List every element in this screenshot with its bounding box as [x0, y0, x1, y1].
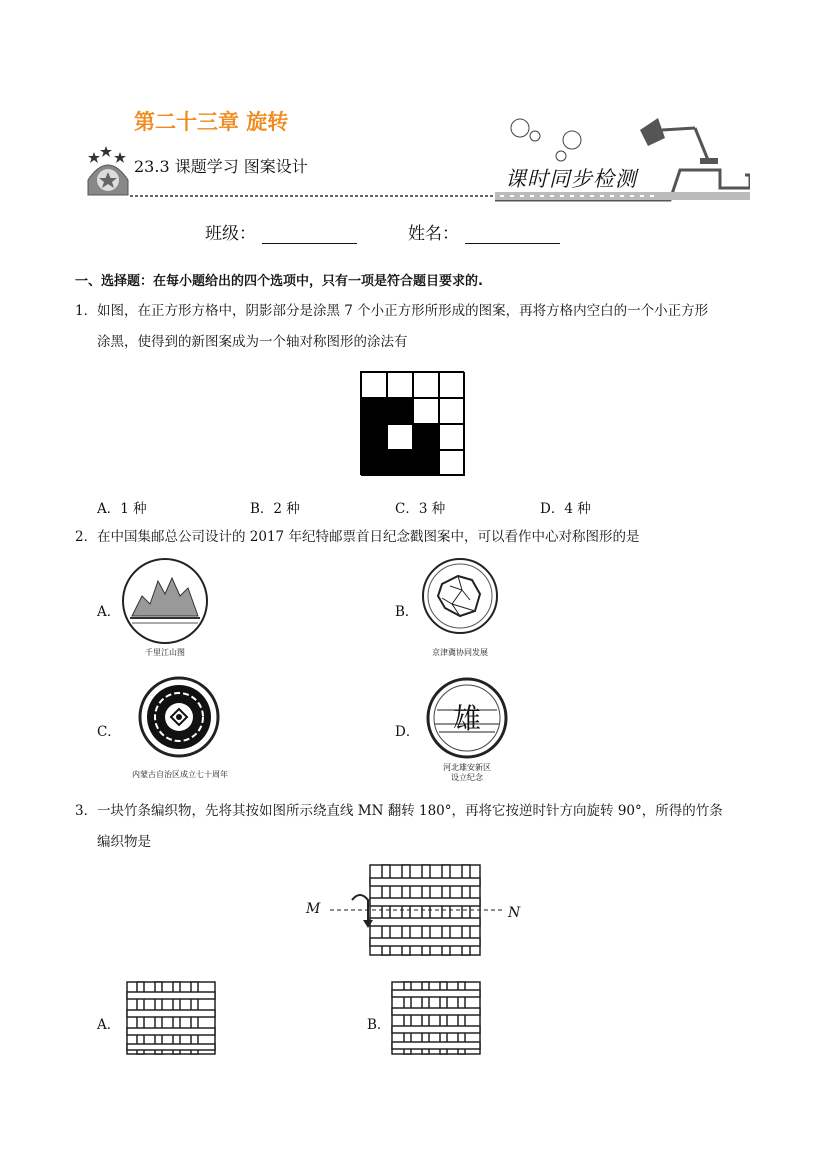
class-field[interactable] [205, 219, 357, 244]
grid-cell-r0-c3 [439, 372, 465, 398]
grid-cell-r1-c0 [361, 398, 387, 424]
q2-option-c-caption: 内蒙古自治区成立七十周年 [132, 770, 228, 779]
q3-option-a-label[interactable]: A． [97, 1017, 121, 1033]
lesson-title: 23.3 课题学习 图案设计 [134, 157, 308, 176]
header-slogan: 课时同步检测 [505, 167, 637, 191]
name-field[interactable] [408, 219, 560, 244]
q3-line1: 一块竹条编织物，先将其按如图所示绕直线 MN 翻转 180°，再将它按逆时针方向旋转 90°，所得的竹条 [97, 803, 723, 819]
grid-cell-r0-c0 [361, 372, 387, 398]
flip-arrow-icon [352, 895, 368, 920]
grid-cell-r2-c2 [413, 424, 439, 450]
grid-cell-r3-c0 [361, 450, 387, 476]
q2-option-a-caption: 千里江山图 [145, 648, 185, 657]
q1-line1: 如图，在正方形方格中，阴影部分是涂黑 7 个小正方形所形成的图案，再将方格内空白的一个小正方形 [97, 303, 709, 319]
q1-square-grid [360, 371, 464, 475]
grid-cell-r3-c2 [413, 450, 439, 476]
q2-option-b-caption: 京津冀协同发展 [432, 648, 488, 657]
q3-option-a-weave-icon[interactable] [125, 978, 217, 1058]
q2-option-c-label[interactable]: C． [97, 724, 121, 740]
q1-option-b[interactable]: B．2 种 [250, 501, 300, 517]
q3-label-n: N [508, 905, 521, 921]
q2-option-d-label[interactable]: D． [395, 724, 420, 740]
q2-option-b-label[interactable]: B． [395, 604, 419, 620]
q2-option-d-caption-line2: 设立纪念 [451, 773, 483, 782]
q1-option-a[interactable]: A．1 种 [97, 501, 147, 517]
q2-option-d-stamp-icon[interactable] [425, 676, 509, 760]
q3-label-m: M [306, 901, 321, 917]
q2-option-b-stamp-icon[interactable] [420, 556, 500, 636]
name-blank[interactable] [465, 227, 560, 244]
q3-weave-figure [330, 860, 530, 960]
grid-cell-r2-c1 [387, 424, 413, 450]
grid-cell-r1-c3 [439, 398, 465, 424]
q2-option-a-label[interactable]: A． [97, 604, 121, 620]
star-badge-icon [88, 146, 128, 195]
q2-option-a-stamp-icon[interactable] [120, 556, 210, 646]
section-title: 一、选择题：在每小题给出的四个选项中，只有一项是符合题目要求的. [75, 274, 483, 289]
grid-cell-r0-c1 [387, 372, 413, 398]
q3-number: 3． [75, 803, 98, 819]
grid-cell-r2-c0 [361, 424, 387, 450]
q3-option-b-label[interactable]: B． [367, 1017, 391, 1033]
q1-option-d[interactable]: D．4 种 [540, 501, 591, 517]
q1-option-c[interactable]: C．3 种 [395, 501, 446, 517]
class-blank[interactable] [262, 227, 357, 244]
name-label: 姓名： [408, 224, 459, 244]
desk-lamp-icon [640, 118, 718, 164]
grid-cell-r2-c3 [439, 424, 465, 450]
grid-cell-r1-c2 [413, 398, 439, 424]
q3-line2: 编织物是 [97, 834, 151, 850]
q1-line2: 涂黑，使得到的新图案成为一个轴对称图形的涂法有 [97, 334, 408, 350]
q2-option-d-stamp-glyph: 雄 [452, 702, 482, 735]
q1-number: 1． [75, 303, 98, 319]
grid-cell-r0-c2 [413, 372, 439, 398]
q2-option-d-caption-line1: 河北雄安新区 [443, 763, 491, 772]
q2-number: 2． [75, 529, 98, 545]
grid-cell-r3-c3 [439, 450, 465, 476]
q2-option-c-stamp-icon[interactable] [138, 676, 220, 758]
q3-option-b-weave-icon[interactable] [390, 978, 482, 1058]
grid-cell-r1-c1 [387, 398, 413, 424]
class-label: 班级： [205, 224, 256, 244]
grid-cell-r3-c1 [387, 450, 413, 476]
q2-text: 在中国集邮总公司设计的 2017 年纪特邮票首日纪念戳图案中，可以看作中心对称图形的是 [97, 529, 640, 545]
chapter-title: 第二十三章 旋转 [134, 110, 289, 134]
